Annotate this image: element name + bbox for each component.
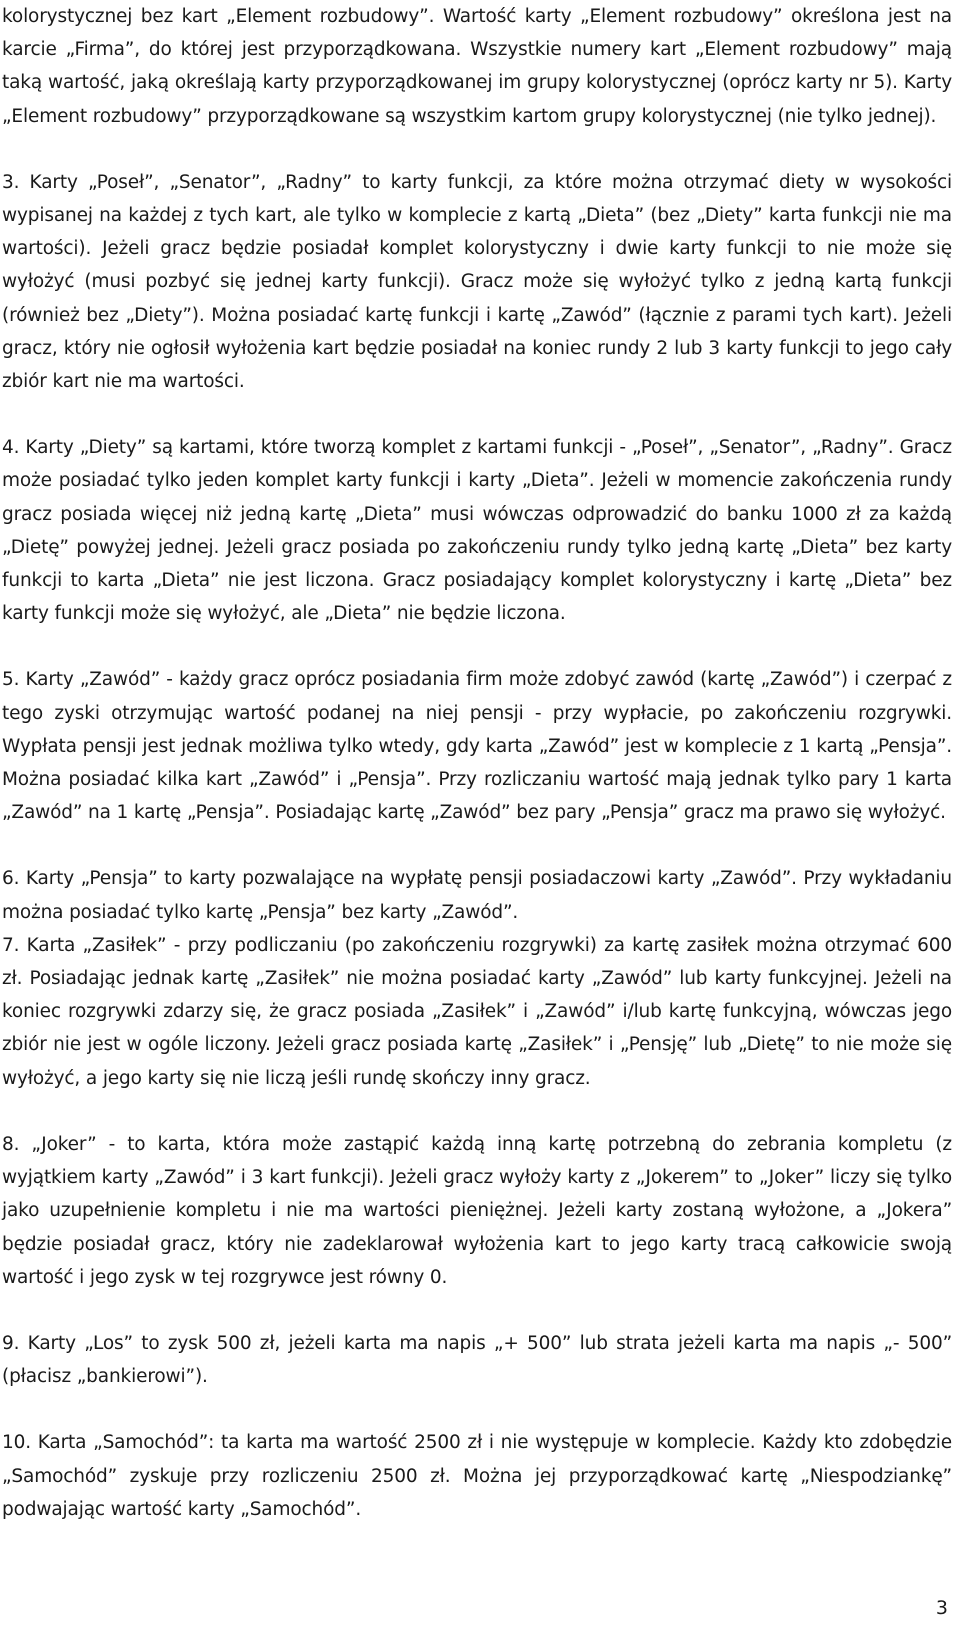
paragraph-intro-continued: kolorystycznej bez kart „Element rozbudowy”. Wartość karty „Element rozbudowy” określona jest na karcie „Firma”, do której jest przyporządkowana. Wszystkie numery kart „Element rozbudowy” mają taką wartość, jaką określają karty przyporządkowanej im grupy kolorystycznej (oprócz karty nr 5). Karty „Element rozbudowy” przyporządkowane są wszystkim kartom grupy kolorystycznej (nie tylko jednej). <box>2 6 952 127</box>
paragraph-rule-3: 3. Karty „Poseł”, „Senator”, „Radny” to karty funkcji, za które można otrzymać diety w wysokości wypisanej na każdej z tych kart, ale tylko w komplecie z kartą „Dieta” (bez „Diety” karta funkcji nie ma wartości). Jeżeli gracz będzie posiadał komplet kolorystyczny i dwie karty funkcji to nie może się wyłożyć (musi pozbyć się jednej karty funkcji). Gracz może się wyłożyć tylko z jedną kartą funkcji (również bez „Diety”). Można posiadać kartę funkcji i kartę „Zawód” (łącznie z parami tych kart). Jeżeli gracz, który nie ogłosił wyłożenia kart będzie posiadał na koniec rundy 2 lub 3 karty funkcji to jego cały zbiór kart nie ma wartości. <box>2 171 952 393</box>
paragraph-rule-5: 5. Karty „Zawód” - każdy gracz oprócz posiadania firm może zdobyć zawód (kartę „Zawód”) i czerpać z tego zyski otrzymując wartość podanej na niej pensji - przy wypłacie, po zakończeniu rozgrywki. Wypłata pensji jest jednak możliwa tylko wtedy, gdy karta „Zawód” jest w komplecie z 1 kartą „Pensja”. Można posiadać kilka kart „Zawód” i „Pensja”. Przy rozliczaniu wartość mają jednak tylko pary 1 karta „Zawód” na 1 kartę „Pensja”. Posiadając kartę „Zawód” bez pary „Pensja” gracz ma prawo się wyłożyć. <box>2 669 952 824</box>
document-body <box>2 0 952 1559</box>
paragraph-rule-6: 6. Karty „Pensja” to karty pozwalające na wypłatę pensji posiadaczowi karty „Zawód”. Przy wykładaniu można posiadać tylko kartę „Pensja” bez karty „Zawód”. <box>2 868 952 923</box>
paragraph-rule-10: 10. Karta „Samochód”: ta karta ma wartość 2500 zł i nie występuje w komplecie. Każdy kto zdobędzie „Samochód” zyskuje przy rozliczeniu 2500 zł. Można jej przyporządkować kartę „Niespodziankę” podwajając wartość karty „Samochód”. <box>2 1432 952 1520</box>
page-number: 3 <box>935 1597 948 1619</box>
paragraph-rule-4: 4. Karty „Diety” są kartami, które tworzą komplet z kartami funkcji - „Poseł”, „Senator”, „Radny”. Gracz może posiadać tylko jeden komplet karty funkcji i karty „Dieta”. Jeżeli w momencie zakończenia rundy gracz posiada więcej niż jedną kartę „Dieta” musi wówczas odprowadzić do banku 1000 zł za każdą „Dietę” powyżej jednej. Jeżeli gracz posiada po zakończeniu rundy tylko jedną kartę „Dieta” bez karty funkcji to karta „Dieta” nie jest liczona. Gracz posiadający komplet kolorystyczny i kartę „Dieta” bez karty funkcji może się wyłożyć, ale „Dieta” nie będzie liczona. <box>2 437 952 625</box>
paragraph-rule-9: 9. Karty „Los” to zysk 500 zł, jeżeli karta ma napis „+ 500” lub strata jeżeli karta ma napis „- 500” (płacisz „bankierowi”). <box>2 1332 952 1388</box>
paragraph-rule-8: 8. „Joker” - to karta, która może zastąpić każdą inną kartę potrzebną do zebrania kompletu (z wyjątkiem karty „Zawód” i 3 kart funkcji). Jeżeli gracz wyłoży karty z „Jokerem” to „Joker” liczy się tylko jako uzupełnienie kompletu i nie ma wartości pieniężnej. Jeżeli karty zostaną wyłożone, a „Jokera” będzie posiadał gracz, który nie zadeklarował wyłożenia kart to jego karty tracą całkowicie swoją wartość i jego zysk w tej rozgrywce jest równy 0. <box>2 1133 952 1288</box>
paragraph-rule-7: 7. Karta „Zasiłek” - przy podliczaniu (po zakończeniu rozgrywki) za kartę zasiłek można otrzymać 600 zł. Posiadając jednak kartę „Zasiłek” nie można posiadać karty „Zawód” lub karty funkcyjnej. Jeżeli na koniec rozgrywki zdarzy się, że gracz posiada „Zasiłek” i „Zawód” i/lub kartę funkcyjną, wówczas jego zbiór nie jest w ogóle liczony. Jeżeli gracz posiada kartę „Zasiłek” i „Pensję” lub „Dietę” to nie może się wyłożyć, a jego karty się nie liczą jeśli rundę skończy inny gracz. <box>2 934 952 1089</box>
